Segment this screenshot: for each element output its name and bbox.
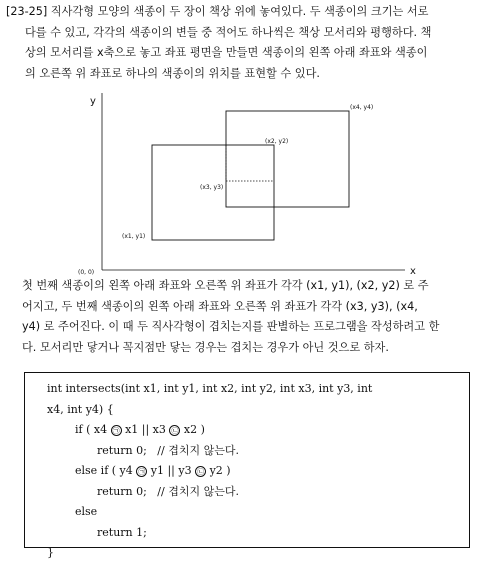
point-x4-y4-label: (x4, y4) bbox=[350, 104, 374, 111]
code-text: else if ( y4 bbox=[75, 464, 137, 477]
problem-intro bbox=[6, 2, 494, 84]
code-line-2: x4, int y4) { bbox=[47, 402, 114, 416]
rectangles-diagram bbox=[70, 88, 430, 278]
code-line-8: return 1; bbox=[97, 525, 147, 539]
code-line-1: int intersects(int x1, int y1, int x2, int y2, int x3, int y3, int bbox=[47, 382, 373, 395]
desc-line-2: 어지고, 두 번째 색종이의 왼쪽 아래 좌표와 오른쪽 위 좌표가 각각 (x3, y3), (x4, bbox=[22, 299, 418, 313]
blank-b-symbol: ㉡ bbox=[197, 467, 205, 476]
code-text: y2 ) bbox=[206, 464, 231, 477]
second-rectangle bbox=[226, 111, 349, 207]
code-line-7: else bbox=[75, 505, 98, 518]
code-line-5 bbox=[47, 461, 372, 482]
code-line-4: return 0; // 겹치지 않는다. bbox=[97, 443, 239, 457]
blank-a-symbol: ㉠ bbox=[112, 426, 120, 435]
code-text: y1 || y3 bbox=[147, 464, 196, 477]
code-text: if ( x4 bbox=[75, 423, 111, 436]
intro-line-1: [23-25] 직사각형 모양의 색종이 두 장이 책상 위에 놓여있다. 두 색종이의 크기는 서로 bbox=[6, 5, 429, 18]
x-axis-label: x bbox=[410, 266, 416, 277]
code-listing bbox=[47, 379, 372, 564]
intro-line-2: 다를 수 있고, 각각의 색종이의 변들 중 적어도 하나씩은 책상 모서리와 평행하다. 책 bbox=[25, 25, 432, 39]
intro-line-4: 의 오른쪽 위 좌표로 하나의 색종이의 위치를 표현할 수 있다. bbox=[25, 66, 320, 80]
code-box bbox=[24, 372, 470, 559]
desc-line-3: y4) 로 주어진다. 이 때 두 직사각형이 겹치는지를 판별하는 프로그램을 작성하려고 한 bbox=[22, 320, 440, 333]
problem-description bbox=[22, 276, 494, 358]
origin-label: (0, 0) bbox=[78, 269, 95, 276]
blank-a-symbol: ㉠ bbox=[138, 467, 146, 476]
code-text: x2 ) bbox=[180, 423, 205, 436]
code-text: x1 || x3 bbox=[121, 423, 170, 436]
blank-b-symbol: ㉡ bbox=[171, 426, 179, 435]
desc-line-1: 첫 번째 색종이의 왼쪽 아래 좌표와 오른쪽 위 좌표가 각각 (x1, y1), (x2, y2) 로 주 bbox=[22, 279, 429, 292]
code-line-6: return 0; // 겹치지 않는다. bbox=[97, 484, 239, 498]
first-rectangle bbox=[152, 145, 274, 240]
point-x3-y3-label: (x3, y3) bbox=[200, 184, 224, 191]
point-x2-y2-label: (x2, y2) bbox=[265, 138, 289, 145]
y-axis-label: y bbox=[90, 96, 96, 107]
code-line-3 bbox=[47, 420, 372, 441]
point-x1-y1-label: (x1, y1) bbox=[122, 233, 146, 240]
intro-line-3: 상의 모서리를 x축으로 놓고 좌표 평면을 만들면 색종이의 왼쪽 아래 좌표와 색종이 bbox=[25, 46, 428, 59]
code-line-9: } bbox=[47, 546, 54, 559]
desc-line-4: 다. 모서리만 닿거나 꼭지점만 닿는 경우는 겹치는 경우가 아닌 것으로 하자. bbox=[22, 340, 389, 354]
